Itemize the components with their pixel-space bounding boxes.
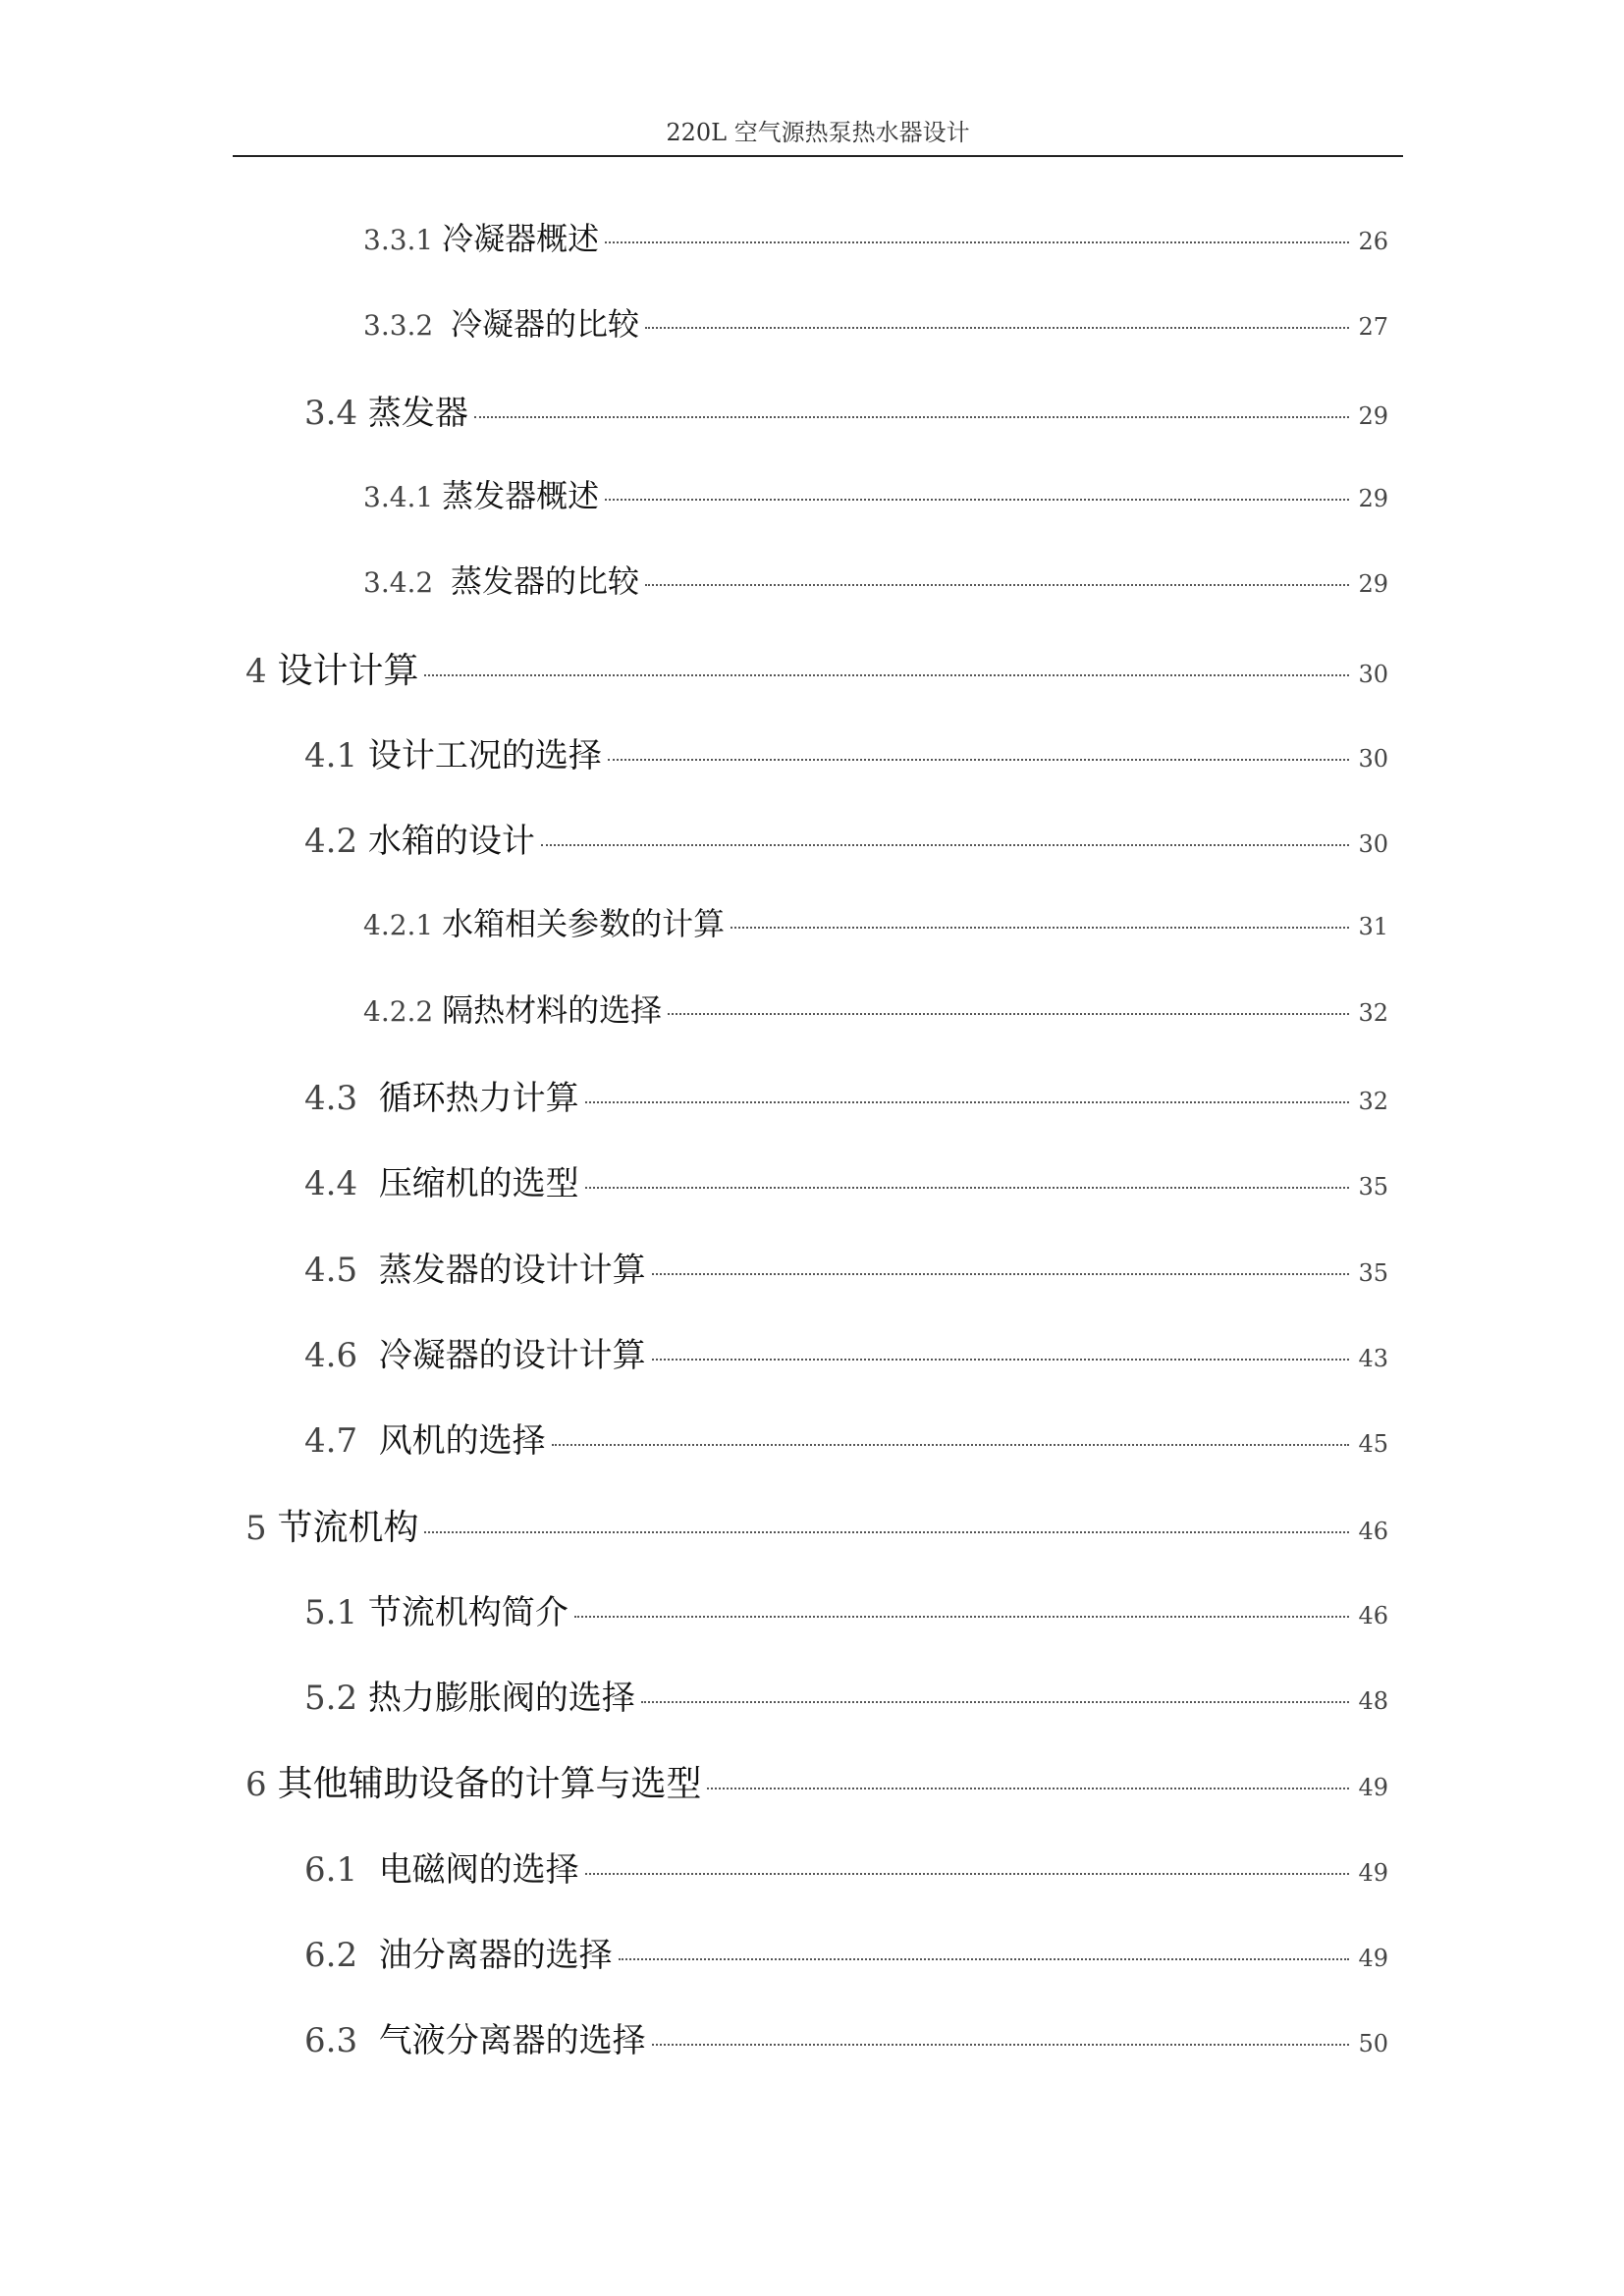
toc-entry-title: 热力膨胀阀的选择 [367,1679,635,1718]
toc-page-number: 30 [1358,830,1388,858]
toc-page-number: 49 [1358,1945,1388,1972]
toc-entry[interactable] [363,986,1388,1044]
toc-entry[interactable] [363,214,1388,273]
toc-page-number: 29 [1358,485,1388,512]
toc-dot-leader [652,2044,1349,2046]
toc-entry-title: 节流机构简介 [367,1593,568,1632]
toc-entry-number: 6.2 [304,1936,379,1975]
toc-entry[interactable] [304,1414,1388,1472]
toc-entry-number: 6.1 [304,1850,379,1890]
toc-page-number: 30 [1358,745,1388,773]
toc-entry[interactable] [304,2013,1388,2072]
toc-entry-number: 5.1 [304,1593,368,1632]
toc-entry[interactable] [304,1842,1388,1901]
toc-dot-leader [645,584,1349,586]
toc-dot-leader [652,1359,1349,1361]
toc-entry[interactable] [363,471,1388,530]
toc-dot-leader [731,927,1349,929]
toc-entry[interactable] [304,814,1388,873]
toc-dot-leader [608,759,1349,761]
toc-dot-leader [474,416,1349,418]
toc-dot-leader [645,327,1349,329]
toc-entry-title: 循环热力计算 [378,1079,579,1118]
toc-entry-title: 隔热材料的选择 [442,991,663,1029]
toc-entry-number: 4.5 [304,1251,379,1290]
toc-entry-title: 风机的选择 [378,1421,546,1461]
toc-page-number: 35 [1358,1259,1388,1287]
toc-entry-number: 6 [245,1765,278,1804]
toc-entry-number: 3.4 [304,394,368,433]
toc-entry-title: 蒸发器的设计计算 [378,1251,646,1290]
toc-entry-number: 4.6 [304,1336,379,1375]
toc-page-number: 48 [1358,1687,1388,1715]
toc-page-number: 46 [1358,1602,1388,1629]
toc-entry-number: 6.3 [304,2021,379,2060]
toc-entry-number: 4 [245,652,278,691]
toc-entry-title: 气液分离器的选择 [378,2021,646,2060]
toc-entry-title: 油分离器的选择 [378,1936,613,1975]
toc-page-number: 45 [1358,1430,1388,1458]
toc-entry-title: 冷凝器概述 [442,220,600,257]
toc-entry-number: 4.4 [304,1164,379,1203]
toc-entry-number: 4.2.1 [363,909,443,941]
toc-page-number: 26 [1358,228,1388,255]
toc-page-number: 31 [1358,913,1388,940]
toc-entry-number: 3.3.1 [363,224,443,256]
toc-entry[interactable] [304,1328,1388,1387]
toc-entry[interactable] [304,1928,1388,1987]
toc-dot-leader [605,499,1349,501]
toc-entry-title: 设计工况的选择 [367,736,602,775]
toc-page-number: 32 [1358,999,1388,1027]
toc-entry-number: 3.3.2 [363,309,452,342]
toc-entry-number: 3.4.2 [363,566,452,599]
toc-dot-leader [641,1701,1349,1703]
toc-dot-leader [574,1616,1349,1618]
toc-entry-title: 节流机构 [277,1508,419,1548]
toc-entry[interactable] [304,1585,1388,1644]
toc-dot-leader [668,1013,1349,1015]
running-header-title: 220L 空气源热泵热水器设计 [666,119,970,146]
toc-page-number: 29 [1358,402,1388,430]
toc-entry-title: 水箱相关参数的计算 [442,905,726,942]
toc-entry-number: 3.4.1 [363,481,443,513]
toc-entry[interactable] [363,299,1388,358]
toc-entry-number: 4.2 [304,822,368,861]
toc-dot-leader [585,1873,1349,1875]
toc-entry[interactable] [245,1756,1388,1815]
toc-entry-title: 其他辅助设备的计算与选型 [277,1764,702,1804]
toc-entry-number: 4.2.2 [363,995,443,1028]
toc-entry[interactable] [245,1500,1388,1559]
toc-dot-leader [605,241,1349,243]
toc-page-number: 27 [1358,313,1388,341]
toc-entry[interactable] [304,728,1388,787]
toc-entry[interactable] [304,1156,1388,1215]
toc-entry-title: 压缩机的选型 [378,1164,579,1203]
toc-page-number: 49 [1358,1859,1388,1887]
toc-entry-number: 4.7 [304,1421,379,1461]
toc-page-number: 49 [1358,1774,1388,1801]
toc-entry-title: 蒸发器 [367,394,468,433]
toc-dot-leader [652,1273,1349,1275]
toc-entry-title: 设计计算 [277,651,419,691]
toc-page-number: 35 [1358,1173,1388,1201]
toc-dot-leader [424,674,1349,676]
toc-page-number: 30 [1358,661,1388,688]
toc-dot-leader [707,1788,1349,1789]
toc-entry-title: 冷凝器的设计计算 [378,1336,646,1375]
toc-dot-leader [585,1187,1349,1189]
toc-entry[interactable] [304,1671,1388,1730]
toc-dot-leader [424,1531,1349,1533]
toc-entry-number: 4.3 [304,1079,379,1118]
toc-entry-title: 电磁阀的选择 [378,1850,579,1890]
toc-entry[interactable] [245,643,1388,702]
toc-entry-number: 5 [245,1509,278,1548]
toc-entry[interactable] [363,557,1388,615]
toc-entry-title: 水箱的设计 [367,822,535,861]
toc-entry[interactable] [363,899,1388,958]
toc-entry[interactable] [304,1071,1388,1130]
toc-entry-number: 5.2 [304,1679,368,1718]
toc-dot-leader [552,1444,1349,1446]
toc-page-number: 29 [1358,570,1388,598]
toc-entry-title: 蒸发器的比较 [451,562,640,600]
toc-page-number: 46 [1358,1518,1388,1545]
toc-entry[interactable] [304,386,1388,445]
toc-page-number: 50 [1358,2030,1388,2057]
toc-dot-leader [541,844,1349,846]
toc-dot-leader [585,1101,1349,1103]
toc-entry-number: 4.1 [304,736,368,775]
toc-entry[interactable] [304,1243,1388,1302]
toc-page-number: 32 [1358,1088,1388,1115]
toc-page-number: 43 [1358,1345,1388,1372]
toc-entry-title: 冷凝器的比较 [451,305,640,343]
toc-dot-leader [619,1958,1349,1960]
toc-entry-title: 蒸发器概述 [442,477,600,514]
